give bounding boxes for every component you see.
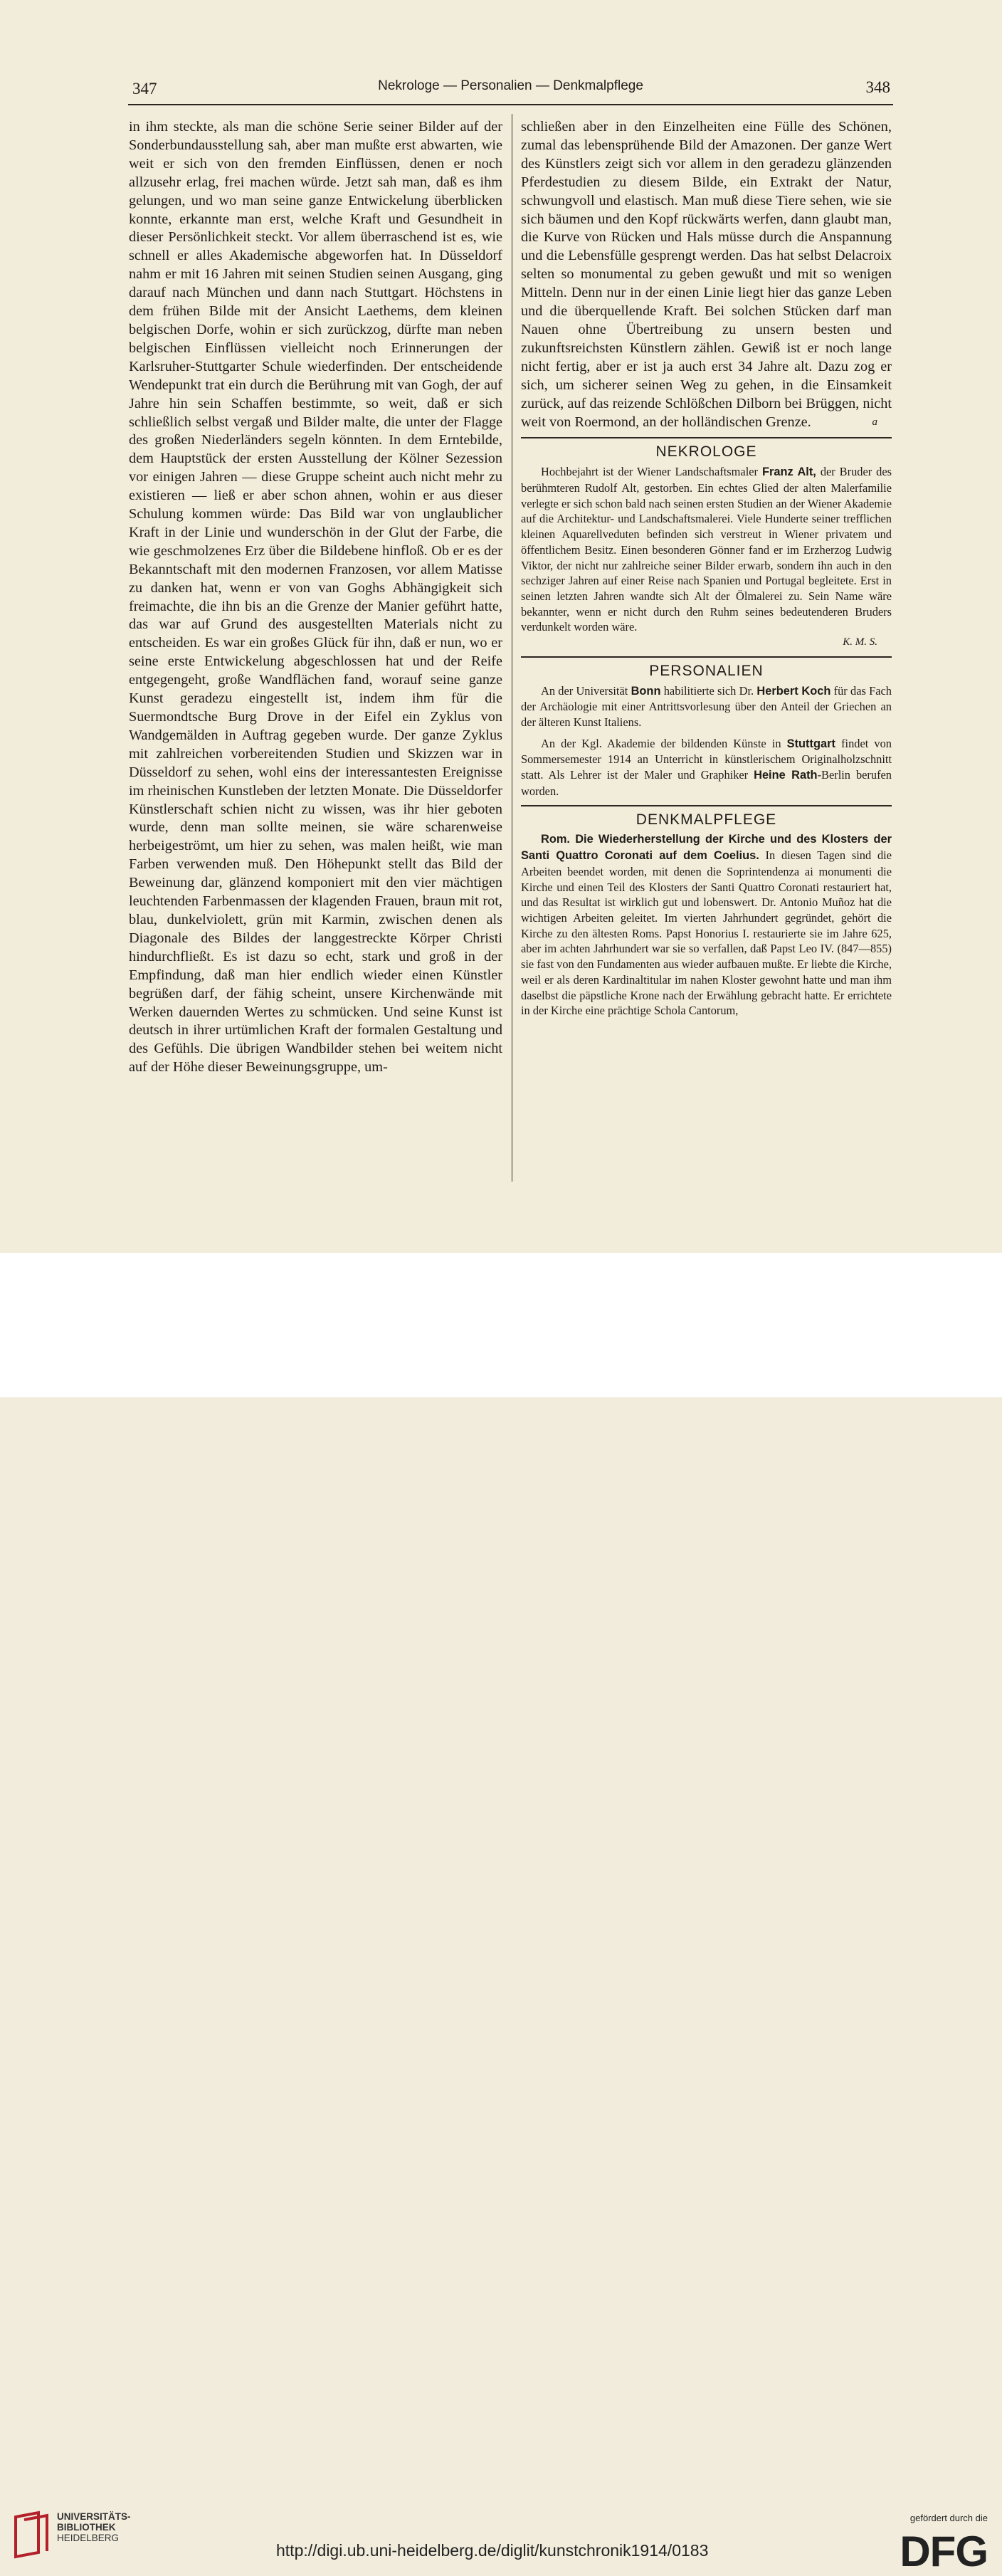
personalien-place: Bonn [631, 684, 661, 698]
personalien-text: -Berlin berufen worden. [521, 768, 892, 798]
denkmalpflege-heading: DENKMALPFLEGE [636, 811, 777, 828]
personalien-entry-stuttgart [521, 736, 892, 799]
personalien-entry-bonn [521, 683, 892, 730]
funding-caption: gefördert durch die [909, 2513, 988, 2523]
section-rule [521, 437, 892, 438]
university-library-logo[interactable] [10, 2510, 56, 2560]
personalien-text: für das Fach der Archäologie mit einer Antrittsvorlesung über den Anteil der Griechen an der älteren Kunst Italiens. [521, 683, 892, 730]
personalien-place: Stuttgart [786, 737, 835, 750]
denkmalpflege-lead: Rom. Die Wiederherstellung der Kirche und des Klosters der Santi Quattro Coronati auf dem Coelius. [521, 833, 892, 863]
article-conclusion [521, 118, 892, 431]
nekrologe-heading: NEKROLOGE [655, 443, 757, 461]
right-column [521, 118, 892, 1019]
left-column [129, 118, 502, 1077]
article-continuation: in ihm steckte, als man die schöne Serie seiner Bilder auf der Sonderbundausstellung sah, aber man mußte erst abwarten, wie weit er sich von den fremden Einflüssen, denen er noch allzusehr erlag, frei machen würde. Jetzt sah man, daß es ihm gelungen, und wo man seine ganze Entwickelung überblicken konnte, erkannte man erst, welche Kraft und Gesundheit in dieser Persönlichkeit steckt. Vor allem überraschend ist es, wie schnell er alles Akademische abgeworfen hat. In Düsseldorf nahm er mit 16 Jahren mit seinen Studien seinen Ausgang, ging darauf nach München und dann nach Stuttgart. Höchstens in dem frühen Bilde mit der Ansicht Laethems, dem kleinen belgischen Dorfe, wohin er sich zurückzog, dürfte man neben belgischen Einflüssen vielleicht noch Erinnerungen der Karlsruher-Stuttgarter Schule wiederfinden. Der entscheidende Wendepunkt trat ein durch die Berührung mit van Gogh, der auf Jahre hin sein Schaffen bestimmte, so weit, daß er sich schließlich selbst vergaß und Bilder malte, die unter der Flagge des großen Niederländers segeln könnten. In dem Erntebilde, dem Hauptstück der ersten Ausstellung der Kölner Sezession vor einigen Jahren — diese Gruppe scheint auch nicht mehr zu existieren — ließ er aber schon ahnen, wohin er aus dieser Schulung kommen würde: Das Bild war von unglaublicher Kraft in der Linie und wunderschön in der Glut der Farbe, die wie geschmolzenes Erz über die Bildebene hinfloß. Ob er es der Bekanntschaft mit den modernen Franzosen, vor allem Matisse zu danken hat, wenn er von van Goghs Abhängigkeit sich freimachte, die ihn bis an die Grenze der Manier geführt hatte, das war auf Grund des ausgestellten Materials nicht zu entscheiden. Es war ein großes Glück für ihn, daß er nun, wo er seine erste Entwickelung abgeschlossen hat und der Reife entgegengeht, große Wandflächen fand, worauf seine ganze Kunst geradezu eingestellt ist, indem ihm für die Suermondtsche Burg Drove in der Eifel ein Zyklus von Wandgemälden in Auftrag gegeben wurde. Der ganze Zyklus mit zahlreichen vorbereitenden Studien und Skizzen war in Düsseldorf zu sehen, wohl eins der interessantesten Ereignisse im rheinischen Kunstleben der letzten Monate. Die Düsseldorfer Künstlerschaft schien nicht zu wissen, was ihr hier geboten wurde, denn man sollte meinen, sie wäre scharenweise herbeigeströmt, um hier zu sehen, was malen heißt, wie man Farben verwenden muß. Den Höhepunkt stellt das Bild der Beweinung dar, glänzend komponiert mit den vier mächtigen leuchtenden Farbenmassen der klagenden Frauen, braun mit rot, blau, dunkelviolett, grün mit Karmin, zwischen denen als Diagonale des Bildes der langgestreckte Körper Christi hindurchfließt. Es ist dazu so echt, stark und groß in der Empfindung, daß man hier endlich wieder einen Künstler begrüßen darf, der fähig scheint, unsere Kirchenwände mit Werken dauernden Wertes zu schmücken. Und seine Kunst ist deutsch in ihrer urtümlichen Kraft der formalen Gestaltung und des Gefühls. Die übrigen Wandbilder stehen bei weitem nicht auf der Höhe dieser Beweinungsgruppe, um- [129, 119, 502, 1076]
nekrologe-entry [521, 464, 892, 635]
denkmalpflege-entry [521, 831, 892, 1018]
nekrologe-text-after: der Bruder des berühmteren Rudolf Alt, gestorben. Ein echtes Glied der alten Malerfamilie verlegte er sich schon bald nach seinen ersten Studien an der Wiener Akademie auf die Architektur- und Landschaftsmalerei. Viele Hunderte seiner trefflichen kleinen Aquarellveduten befinden sich verstreut in Wiener privatem und öffentlichem Besitz. Einen besonderen Gönner fand er im Erzherzog Ludwig Viktor, der nicht nur zahlreiche seiner Bilder erwarb, sondern ihn auch in den sechziger Jahren auf einer Reise nach Spanien und Portugal begleitete. Erst in seinen letzten Jahren wandte sich Alt der Ölmalerei zu. Sein Name wäre bekannter, wenn er nicht durch den Ruhm seines bedeutenderen Bruders verdunkelt worden wäre. [521, 465, 892, 634]
viewer-footer [0, 1253, 1002, 2575]
permalink-url[interactable]: http://digi.ub.uni-heidelberg.de/diglit/kunstchronik1914/0183 [276, 2541, 709, 2560]
scanned-page [0, 0, 1002, 1253]
denkmalpflege-text: In diesen Tagen sind die Arbeiten beendet worden, mit denen die Soprintendenza ai monumenti die Kirche und einen Teil des Klosters der Santi Quattro Coronati restauriert hat, und das Resultat ist wirklich gut und lobenswert. Dr. Antonio Muñoz hat die wichtigen Arbeiten geleitet. Im vierten Jahrhundert gegründet, gehört die Kirche zu den ältesten Roms. Papst Honorius I. restaurierte sie im Jahre 625, aber im achten Jahrhundert war sie so verfallen, daß Papst Leo IV. (847—855) sie fast von den Fundamenten aus wieder aufbauen mußte. Er liebte die Kirche, weil er als deren Kardinaltitular im nahen Kloster gewohnt hatte und man ihm daselbst die päpstliche Krone nach der Erwählung gebracht hatte. Er errichtete in der Kirche eine prächtige Schola Cantorum, [521, 848, 892, 1018]
section-rule [521, 656, 892, 658]
dfg-logo[interactable]: DFG [900, 2528, 988, 2575]
article-signature: a [872, 416, 877, 428]
library-name-line: UNIVERSITÄTS- [57, 2511, 131, 2522]
personalien-section [521, 683, 892, 799]
library-name-line: HEIDELBERG [57, 2533, 120, 2543]
personalien-heading: PERSONALIEN [649, 662, 764, 679]
nekrologe-section [521, 464, 892, 650]
section-rule [521, 805, 892, 806]
page-number-left: 347 [132, 80, 157, 98]
library-name-line: BIBLIOTHEK [57, 2522, 116, 2533]
page-number-right: 348 [865, 78, 890, 96]
nekrologe-signature: K. M. S. [843, 636, 877, 648]
running-head [128, 75, 893, 105]
personalien-text: An der Universität [541, 683, 628, 698]
personalien-text: habilitierte sich Dr. [663, 683, 754, 698]
nekrologe-text-before: Hochbejahrt ist der Wiener Landschaftsmaler [541, 465, 758, 479]
denkmalpflege-section [521, 831, 892, 1018]
personalien-person: Heine Rath [754, 769, 818, 782]
nekrologe-name: Franz Alt, [761, 466, 816, 479]
article-conclusion-text: schließen aber in den Einzelheiten eine Fülle des Schönen, zumal das lebensprühende Bild der Amazonen. Der ganze Wert des Künstlers zeigt sich vor allem in den geradezu glänzenden Pferdestudien zu diesem Bilde, ein Extrakt der Natur, schwungvoll und elastisch. Man muß diese Tiere sehen, wie sie sich bäumen und den Kopf rückwärts werfen, dann glaubt man, die Kurve von Rücken und Hals müsse durch die Anspannung und die Lebensfülle gesprengt werden. Das hat selbst Delacroix selten so monumental zu geben gewußt und mit so wenigen Mitteln. Denn nur in der einen Linie liegt hier das ganze Leben und die überquellende Kraft. Bei solchen Stücken darf man Nauen ohne Übertreibung zu unsern besten und zukunftsreichsten Künstlern zählen. Gewiß ist er noch lange nicht fertig, aber er ist ja auch erst 34 Jahre alt. Dazu zog er sich, um sicherer seinen Weg zu gehen, in die Einsamkeit zurück, auf das reizende Schlößchen Dilborn bei Brüggen, nicht weit von Roermond, an der holländischen Grenze. [521, 119, 892, 430]
personalien-text: An der Kgl. Akademie der bildenden Künste in [541, 736, 781, 750]
running-title: Nekrologe — Personalien — Denkmalpflege [378, 78, 643, 93]
personalien-text: findet von Sommersemester 1914 an Unterricht in künstlerischem Originalholzschnitt statt. Als Lehrer ist der Maler und Graphiker [521, 736, 892, 782]
university-library-name[interactable] [57, 2511, 131, 2543]
personalien-person: Herbert Koch [756, 684, 831, 698]
